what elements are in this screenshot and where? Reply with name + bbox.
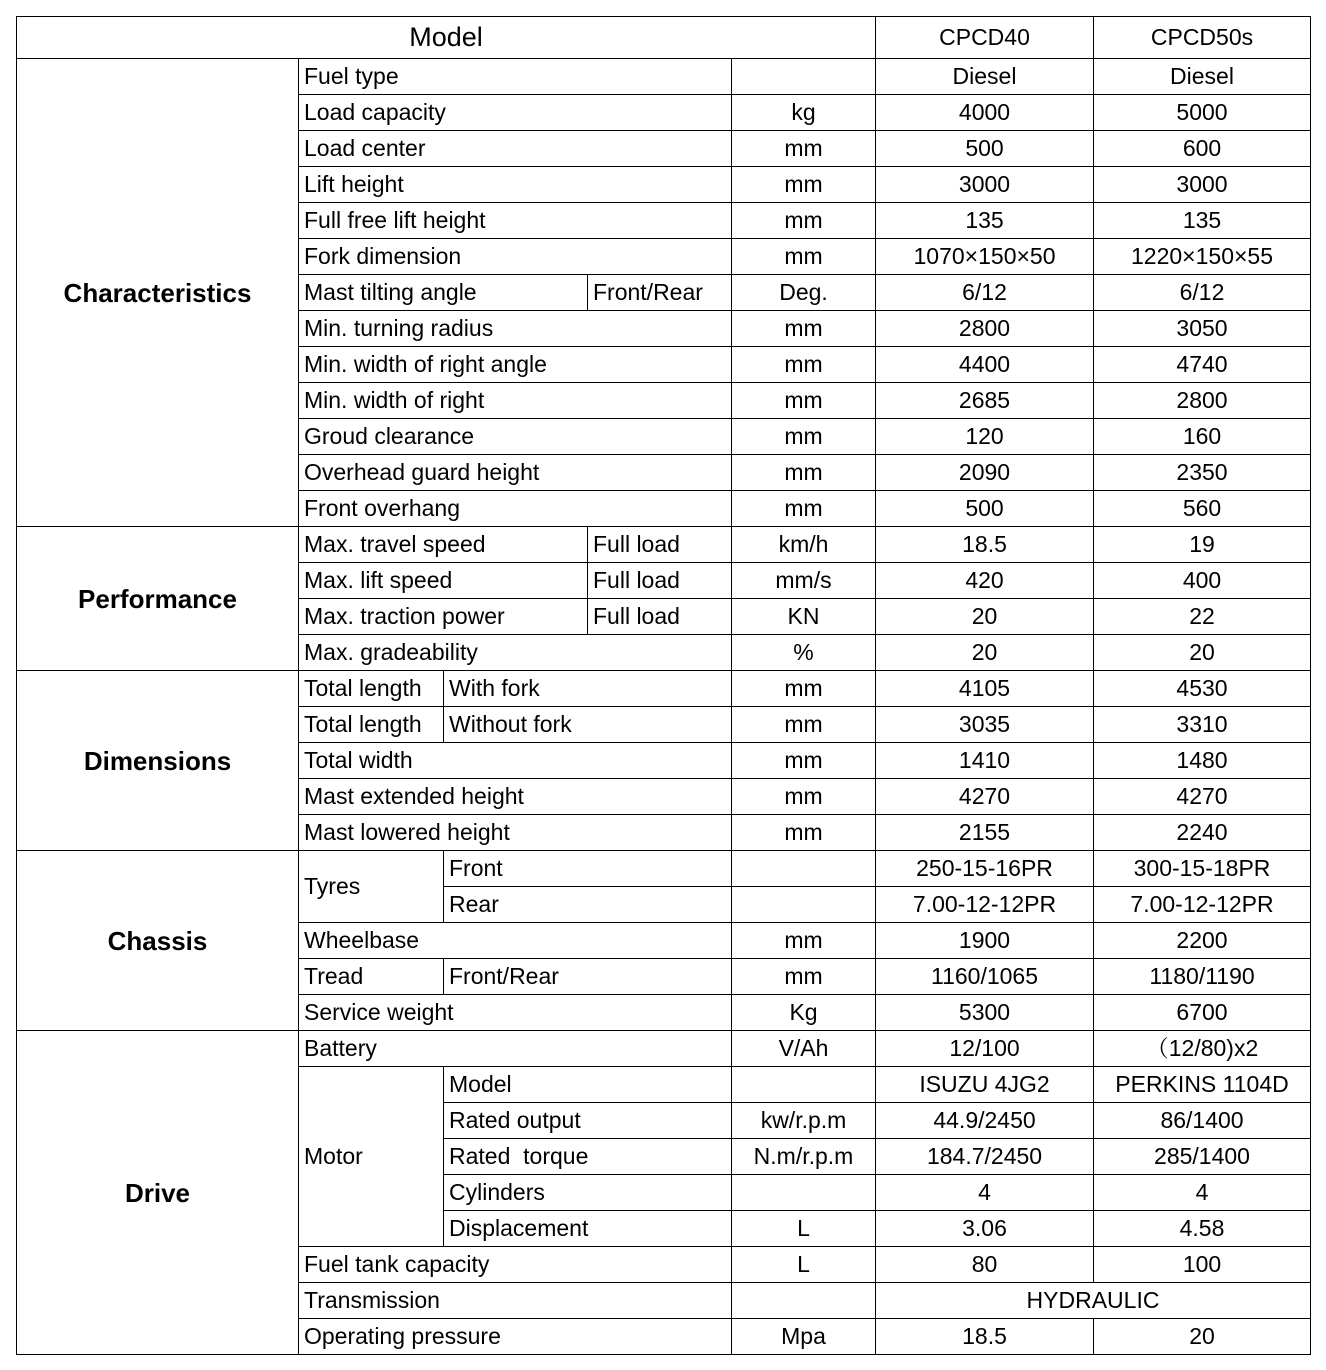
spec-value-cpcd40: 2800 [876,311,1094,347]
spec-value-cpcd50s: 4740 [1094,347,1311,383]
spec-value-cpcd40: Diesel [876,59,1094,95]
spec-value-cpcd50s: 160 [1094,419,1311,455]
spec-value-cpcd40: 5300 [876,995,1094,1031]
spec-unit: L [732,1211,876,1247]
spec-unit: mm [732,131,876,167]
spec-unit: N.m/r.p.m [732,1139,876,1175]
spec-value-cpcd40: 18.5 [876,527,1094,563]
spec-unit: mm [732,455,876,491]
table-row [17,851,1311,887]
spec-sublabel: Displacement [444,1211,732,1247]
spec-value-cpcd50s: 4.58 [1094,1211,1311,1247]
spec-value-cpcd40: 20 [876,635,1094,671]
spec-unit: mm [732,203,876,239]
spec-value-cpcd40: 250-15-16PR [876,851,1094,887]
header-row [17,17,1311,59]
spec-value-cpcd40: 120 [876,419,1094,455]
spec-value-cpcd50s: （12/80)x2 [1094,1031,1311,1067]
spec-value-cpcd40: 420 [876,563,1094,599]
spec-sublabel: Rated torque [444,1139,732,1175]
model-cpcd50s-header: CPCD50s [1094,17,1311,59]
model-cpcd40-header: CPCD40 [876,17,1094,59]
spec-unit: mm [732,707,876,743]
section-dimensions: Dimensions [17,671,299,851]
spec-label: Fuel tank capacity [299,1247,732,1283]
section-characteristics: Characteristics [17,59,299,527]
spec-value-cpcd40: 1900 [876,923,1094,959]
spec-label: Max. traction power [299,599,588,635]
spec-unit: KN [732,599,876,635]
spec-unit [732,1283,876,1319]
spec-unit: km/h [732,527,876,563]
spec-label: Fuel type [299,59,732,95]
spec-label: Motor [299,1067,444,1247]
spec-label: Transmission [299,1283,732,1319]
spec-unit: mm [732,419,876,455]
spec-value-cpcd40: 2090 [876,455,1094,491]
spec-value-cpcd40: 4400 [876,347,1094,383]
spec-value-cpcd50s: 4270 [1094,779,1311,815]
spec-label: Overhead guard height [299,455,732,491]
spec-value-cpcd40: ISUZU 4JG2 [876,1067,1094,1103]
spec-value-cpcd50s: 6/12 [1094,275,1311,311]
spec-sublabel: Model [444,1067,732,1103]
spec-label: Groud clearance [299,419,732,455]
spec-unit: Kg [732,995,876,1031]
spec-unit [732,59,876,95]
spec-value-cpcd40: 1070×150×50 [876,239,1094,275]
section-drive: Drive [17,1031,299,1355]
spec-label: Min. width of right [299,383,732,419]
spec-unit [732,1175,876,1211]
spec-label: Front overhang [299,491,732,527]
spec-value-cpcd40: 44.9/2450 [876,1103,1094,1139]
spec-value-cpcd40: 3.06 [876,1211,1094,1247]
spec-value-cpcd40: 4000 [876,95,1094,131]
spec-value-cpcd50s: 560 [1094,491,1311,527]
spec-label: Min. width of right angle [299,347,732,383]
spec-unit: mm [732,743,876,779]
spec-label: Wheelbase [299,923,732,959]
spec-value-cpcd50s: 400 [1094,563,1311,599]
spec-unit [732,851,876,887]
spec-value-cpcd40: 2685 [876,383,1094,419]
spec-value-cpcd50s: 2200 [1094,923,1311,959]
spec-unit: mm [732,347,876,383]
spec-unit: mm/s [732,563,876,599]
spec-unit: kw/r.p.m [732,1103,876,1139]
spec-sublabel: Front/Rear [588,275,732,311]
spec-unit: mm [732,491,876,527]
spec-sublabel: Cylinders [444,1175,732,1211]
spec-value-cpcd50s: 5000 [1094,95,1311,131]
spec-value-cpcd40: 3035 [876,707,1094,743]
spec-value-cpcd40: 500 [876,131,1094,167]
spec-label: Battery [299,1031,732,1067]
spec-value-cpcd50s: 2240 [1094,815,1311,851]
spec-value-cpcd50s: 4530 [1094,671,1311,707]
spec-value-cpcd50s: 2350 [1094,455,1311,491]
spec-value-cpcd50s: 1180/1190 [1094,959,1311,995]
spec-unit: % [732,635,876,671]
spec-value-cpcd50s: 3000 [1094,167,1311,203]
spec-unit: L [732,1247,876,1283]
spec-value-cpcd50s: 19 [1094,527,1311,563]
spec-value-cpcd40: 3000 [876,167,1094,203]
spec-sublabel: Front/Rear [444,959,732,995]
spec-value-cpcd50s: 86/1400 [1094,1103,1311,1139]
spec-unit: mm [732,779,876,815]
spec-value-cpcd50s: 3310 [1094,707,1311,743]
spec-value-cpcd40: 80 [876,1247,1094,1283]
spec-value-cpcd50s: 1220×150×55 [1094,239,1311,275]
spec-sublabel: Without fork [444,707,732,743]
spec-unit: mm [732,383,876,419]
spec-value-cpcd40: 4 [876,1175,1094,1211]
spec-label: Load center [299,131,732,167]
spec-sublabel: Full load [588,599,732,635]
spec-unit [732,887,876,923]
spec-unit [732,1067,876,1103]
spec-label: Fork dimension [299,239,732,275]
spec-sublabel: Rated output [444,1103,732,1139]
spec-label: Lift height [299,167,732,203]
spec-value-cpcd40: 184.7/2450 [876,1139,1094,1175]
spec-value-cpcd50s: Diesel [1094,59,1311,95]
spec-value-cpcd50s: 6700 [1094,995,1311,1031]
spec-label: Total length [299,707,444,743]
table-row [17,671,1311,707]
spec-value-cpcd50s: 3050 [1094,311,1311,347]
spec-value-cpcd40: 7.00-12-12PR [876,887,1094,923]
section-performance: Performance [17,527,299,671]
spec-sublabel: Rear [444,887,732,923]
spec-label: Load capacity [299,95,732,131]
model-header: Model [17,17,876,59]
table-row [17,1031,1311,1067]
spec-value-cpcd40: 500 [876,491,1094,527]
spec-unit: mm [732,815,876,851]
spec-unit: mm [732,671,876,707]
spec-label: Max. gradeability [299,635,732,671]
spec-unit: mm [732,923,876,959]
spec-value-cpcd50s: 22 [1094,599,1311,635]
spec-value-cpcd40: 135 [876,203,1094,239]
spec-value-cpcd50s: 20 [1094,635,1311,671]
spec-value-cpcd50s: PERKINS 1104D [1094,1067,1311,1103]
spec-sublabel: Front [444,851,732,887]
spec-label: Total width [299,743,732,779]
spec-value-cpcd40: 6/12 [876,275,1094,311]
spec-label: Max. lift speed [299,563,588,599]
spec-label: Total length [299,671,444,707]
spec-unit: mm [732,959,876,995]
spec-value-cpcd40: 4105 [876,671,1094,707]
spec-value-cpcd40: 18.5 [876,1319,1094,1355]
spec-unit: mm [732,239,876,275]
section-chassis: Chassis [17,851,299,1031]
spec-label: Operating pressure [299,1319,732,1355]
spec-value-cpcd40: 1160/1065 [876,959,1094,995]
spec-value-cpcd50s: 100 [1094,1247,1311,1283]
spec-label: Max. travel speed [299,527,588,563]
spec-label: Tread [299,959,444,995]
spec-label: Mast tilting angle [299,275,588,311]
spec-value-cpcd50s: 1480 [1094,743,1311,779]
spec-unit: Deg. [732,275,876,311]
spec-value-cpcd50s: 4 [1094,1175,1311,1211]
spec-value-cpcd50s: 600 [1094,131,1311,167]
spec-unit: kg [732,95,876,131]
spec-value-cpcd40: 4270 [876,779,1094,815]
spec-label: Full free lift height [299,203,732,239]
spec-value-cpcd50s: 300-15-18PR [1094,851,1311,887]
spec-label: Mast extended height [299,779,732,815]
spec-label: Min. turning radius [299,311,732,347]
spec-value-cpcd50s: 2800 [1094,383,1311,419]
spec-value-shared: HYDRAULIC [876,1283,1311,1319]
spec-value-cpcd40: 20 [876,599,1094,635]
spec-label: Mast lowered height [299,815,732,851]
spec-value-cpcd40: 2155 [876,815,1094,851]
spec-label: Tyres [299,851,444,923]
spec-value-cpcd50s: 7.00-12-12PR [1094,887,1311,923]
table-row [17,527,1311,563]
spec-table [16,16,1311,1355]
spec-unit: mm [732,311,876,347]
spec-value-cpcd50s: 135 [1094,203,1311,239]
spec-sublabel: Full load [588,527,732,563]
spec-unit: V/Ah [732,1031,876,1067]
spec-value-cpcd40: 12/100 [876,1031,1094,1067]
spec-label: Service weight [299,995,732,1031]
spec-sublabel: With fork [444,671,732,707]
spec-value-cpcd50s: 285/1400 [1094,1139,1311,1175]
spec-unit: Mpa [732,1319,876,1355]
spec-sublabel: Full load [588,563,732,599]
spec-value-cpcd50s: 20 [1094,1319,1311,1355]
table-row [17,59,1311,95]
spec-value-cpcd40: 1410 [876,743,1094,779]
spec-unit: mm [732,167,876,203]
